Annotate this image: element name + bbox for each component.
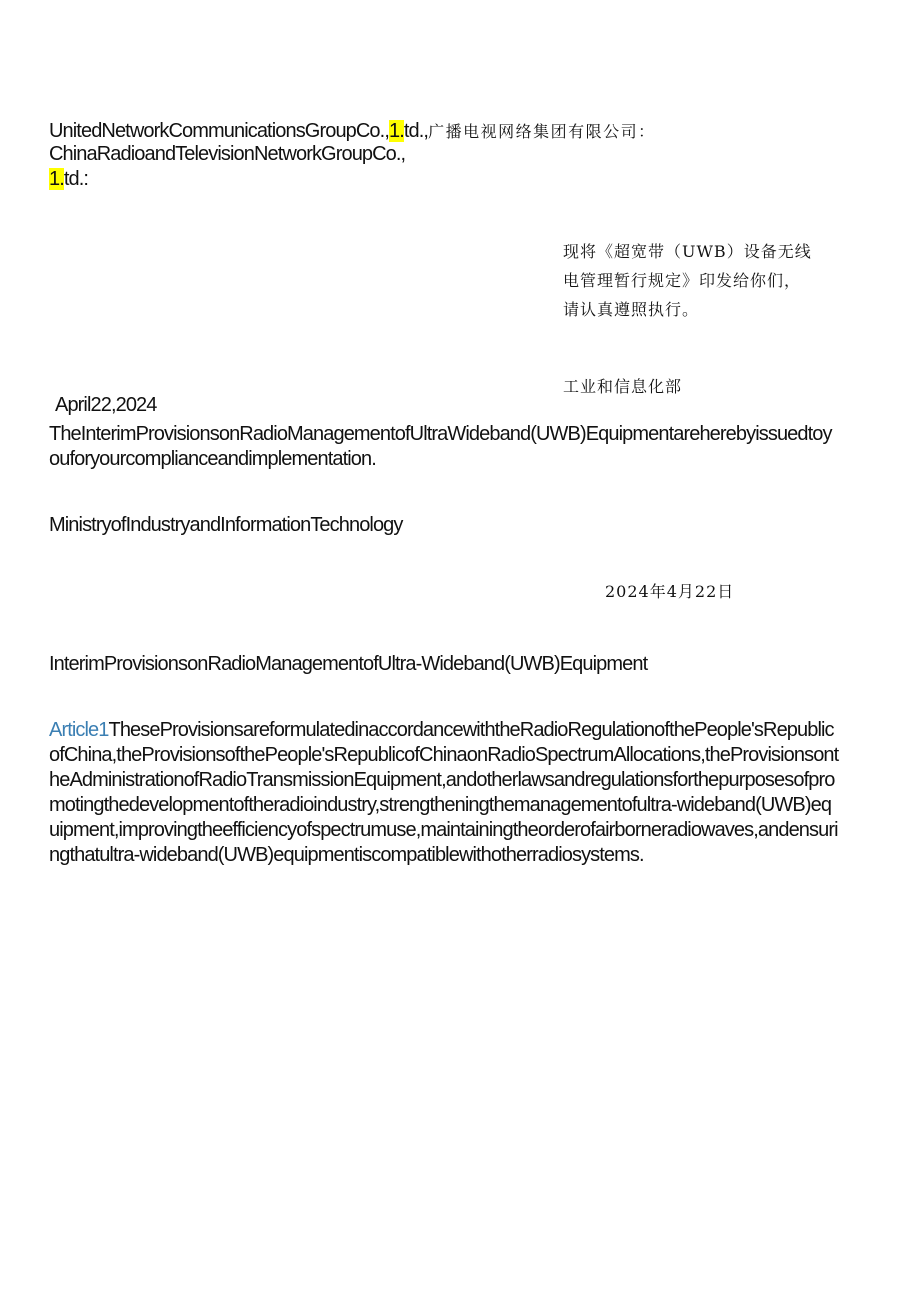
ministry-english: MinistryofIndustryandInformationTechnology — [49, 514, 403, 536]
chinese-notice-line: 请认真遵照执行。 — [563, 300, 700, 319]
chinese-notice-line: 电管理暂行规定》印发给你们， — [563, 271, 802, 290]
addressee-text: UnitedNetworkCommunicationsGroupCo., — [49, 120, 389, 142]
date-chinese: 2024年4月22日 — [605, 582, 735, 601]
chinese-notice — [563, 237, 812, 324]
highlighted-text: 1. — [388, 120, 404, 142]
english-notice-paragraph: TheInterimProvisionsonRadioManagementofUltraWideband(UWB)Equipmentareherebyissuedtoyouforyourcomplianceandimplementation. — [49, 423, 832, 470]
article-text: TheseProvisionsareformulatedinaccordancewiththeRadioRegulationofthePeople'sRepublicofChina,theProvisionsofthePeople'sRepublicofChinaonRadioSpectrumAllocations,theProvisionsontheAdministrationofRadioTransmissionEquipment,andotherlawsandregulationsforthepurposesofpromotingthedevelopmentoftheradioindustry,strengtheningthemanagementofultra-wideband(UWB)equipment,improvingtheefficiencyofspectrumuse,maintainingtheorderofairborneradiowaves,andensuringthatultra-wideband(UWB)equipmentiscompatiblewithotherradiosystems. — [49, 719, 839, 866]
highlighted-text: 1. — [49, 168, 64, 190]
addressee-text: td.: — [63, 168, 89, 190]
chinese-notice-line: 现将《超宽带（UWB）设备无线 — [563, 242, 812, 261]
article-1-paragraph — [49, 718, 841, 868]
document-title: InterimProvisionsonRadioManagementofUltra-Wideband(UWB)Equipment — [49, 653, 648, 675]
addressee-text: td., — [403, 120, 429, 142]
addressee-line-2: ChinaRadioandTelevisionNetworkGroupCo., — [49, 143, 406, 165]
addressee-chinese-text: 广播电视网络集团有限公司： — [428, 122, 656, 141]
chinese-ministry-signature: 工业和信息化部 — [563, 377, 683, 396]
date-english: April22,2024 — [55, 394, 157, 416]
article-label: Article1 — [49, 719, 109, 741]
addressee-line-3 — [49, 167, 88, 192]
